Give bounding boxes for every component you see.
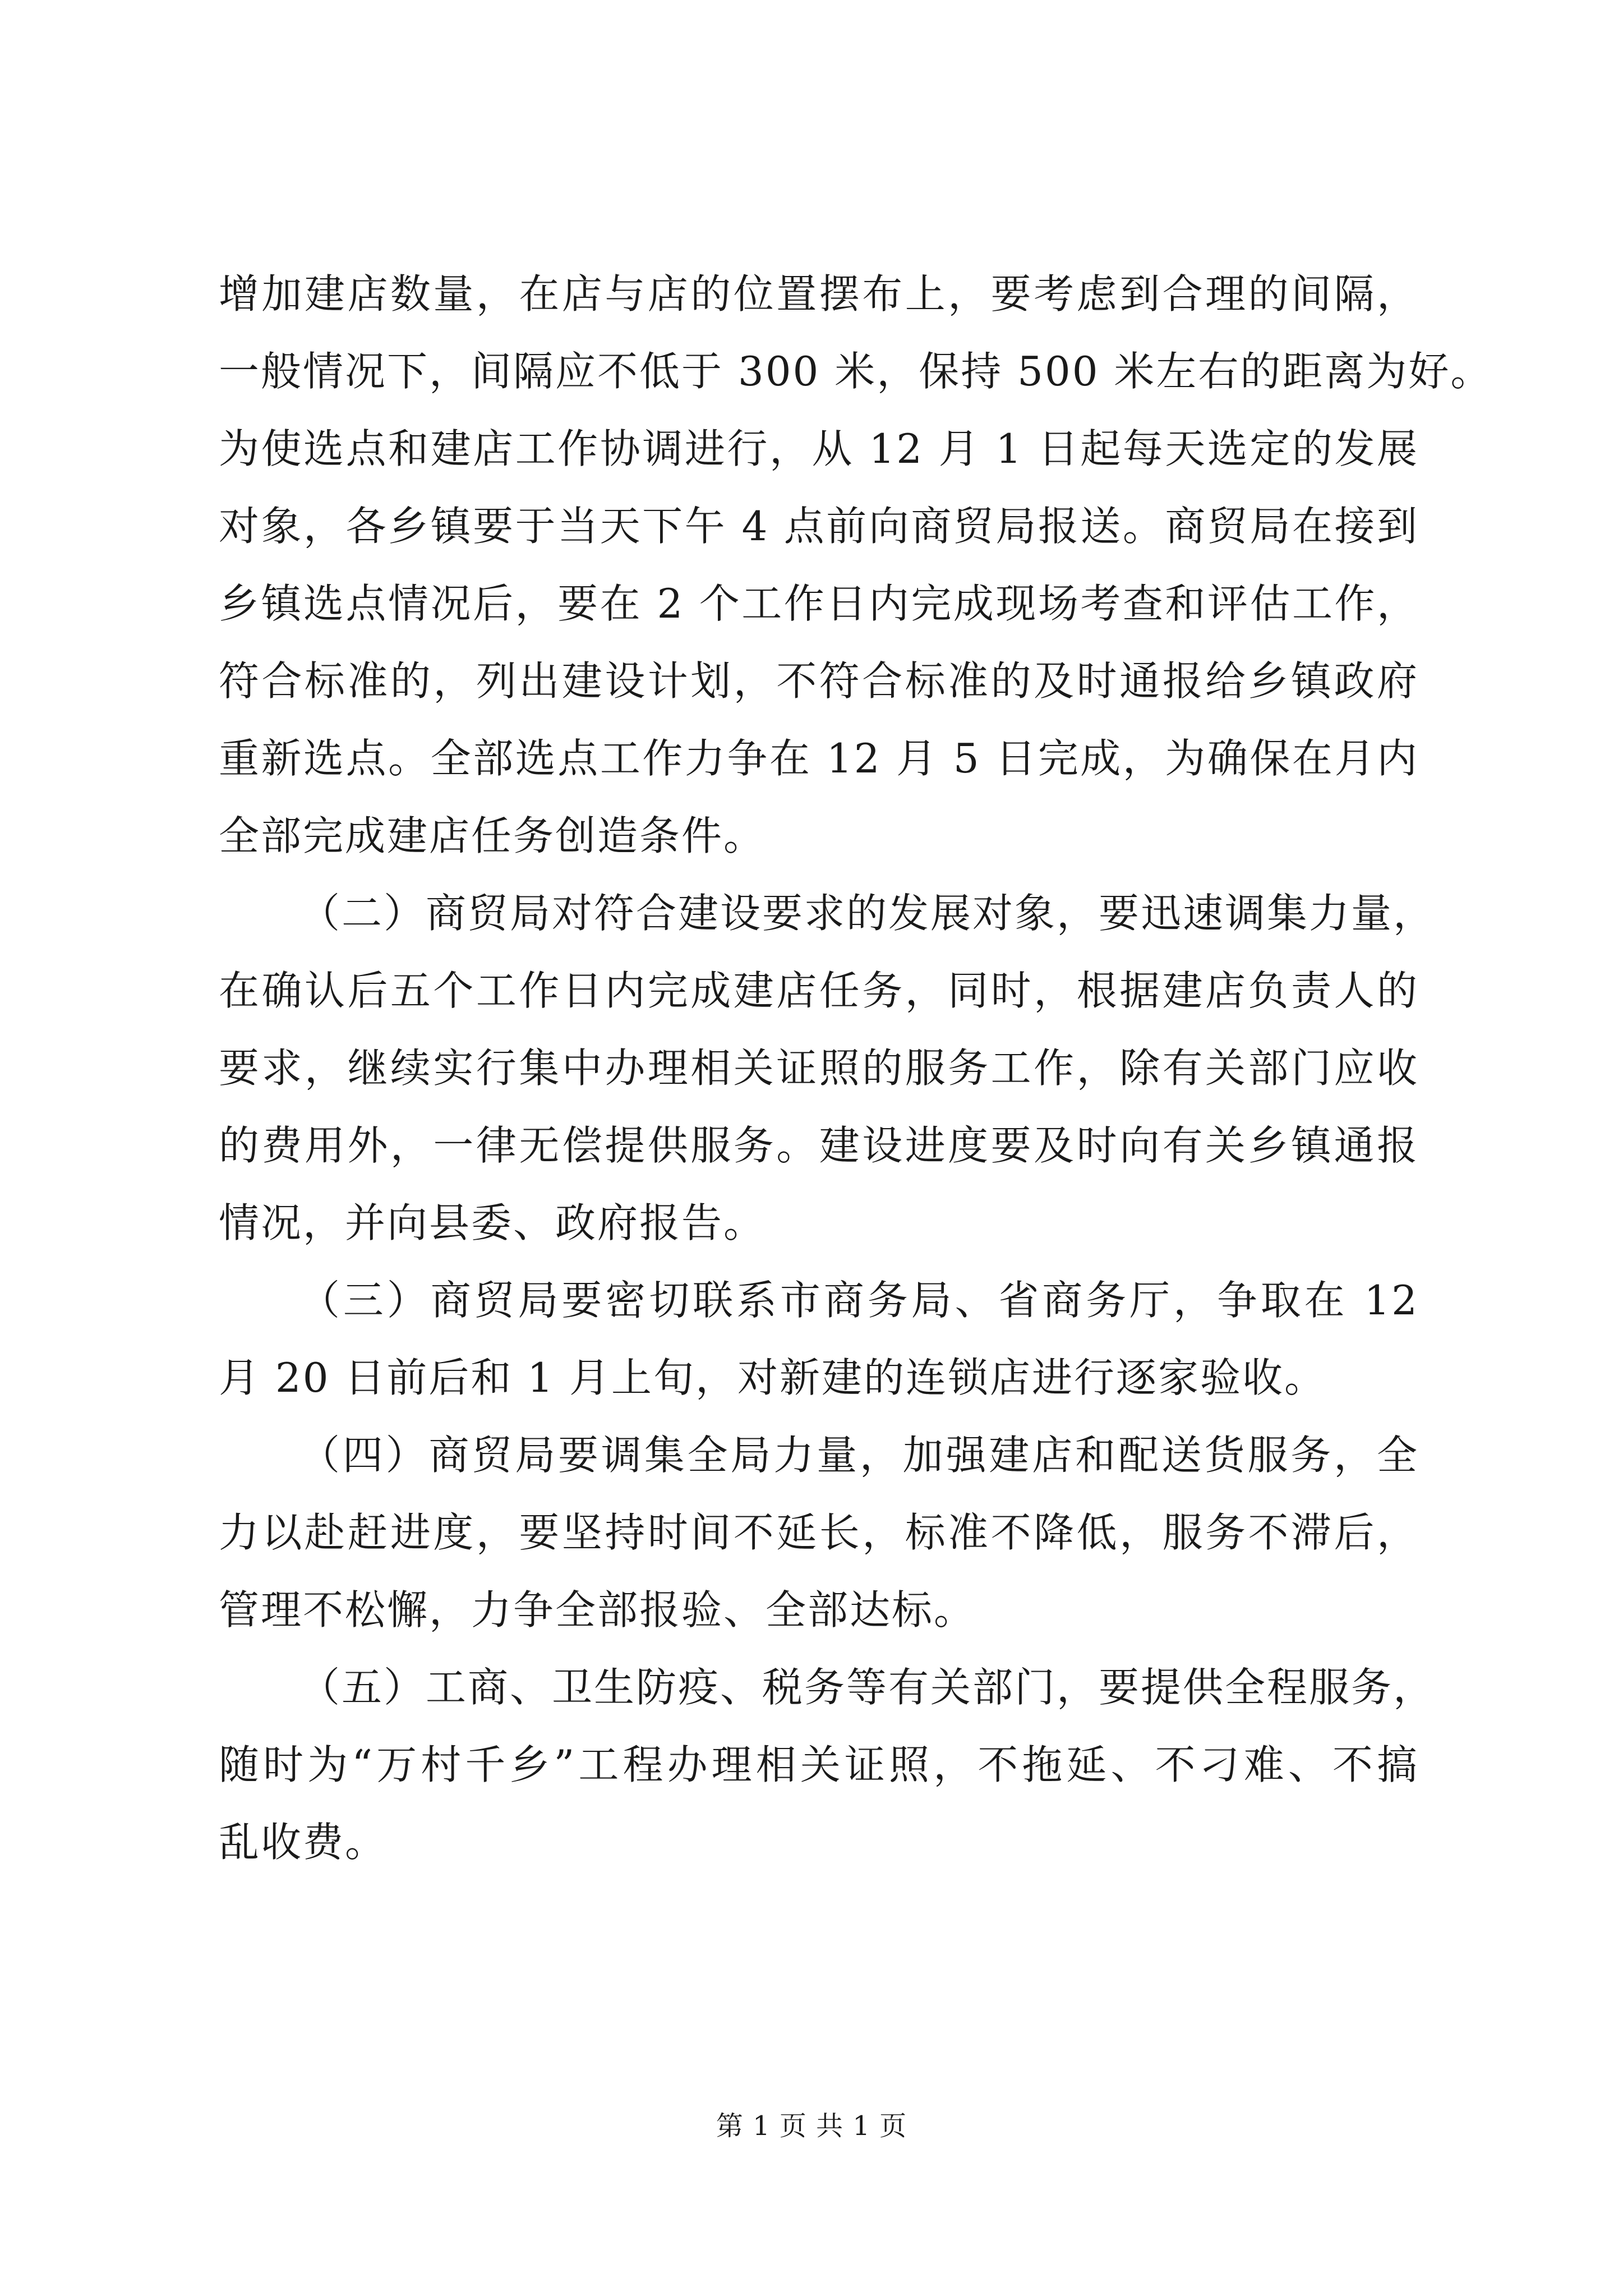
document-body <box>219 255 1493 1881</box>
text-line: 力以赴赶进度，要坚持时间不延长，标准不降低，服务不滞后， <box>219 1509 1419 1556</box>
paragraph <box>219 1649 1436 1881</box>
paragraph <box>219 255 1493 875</box>
text-line: 月 20 日前后和 1 月上旬，对新建的连锁店进行逐家验收。 <box>219 1354 1326 1401</box>
text-line: 增加建店数量，在店与店的位置摆布上，要考虑到合理的间隔， <box>219 270 1419 318</box>
text-line: 对象，各乡镇要于当天下午 4 点前向商贸局报送。商贸局在接到 <box>219 503 1419 550</box>
text-line: 重新选点。全部选点工作力争在 12 月 5 日完成，为确保在月内 <box>219 735 1419 782</box>
text-line: （二）商贸局对符合建设要求的发展对象，要迅速调集力量， <box>299 890 1436 937</box>
text-line: （四）商贸局要调集全局力量，加强建店和配送货服务，全 <box>299 1432 1419 1479</box>
text-line: 符合标准的，列出建设计划，不符合标准的及时通报给乡镇政府 <box>219 657 1419 705</box>
text-line: 管理不松懈，力争全部报验、全部达标。 <box>219 1586 976 1634</box>
text-line: （三）商贸局要密切联系市商务局、省商务厅，争取在 12 <box>299 1277 1419 1324</box>
text-line: 一般情况下，间隔应不低于 300 米，保持 500 米左右的距离为好。 <box>219 348 1493 395</box>
text-line: 乡镇选点情况后，要在 2 个工作日内完成现场考查和评估工作， <box>219 580 1419 627</box>
text-line: 在确认后五个工作日内完成建店任务，同时，根据建店负责人的 <box>219 967 1419 1014</box>
page-footer <box>0 2109 1623 2143</box>
paragraph <box>219 1262 1419 1416</box>
text-line: 为使选点和建店工作协调进行，从 12 月 1 日起每天选定的发展 <box>219 425 1419 472</box>
paragraph <box>219 1416 1419 1649</box>
text-line: 全部完成建店任务创造条件。 <box>219 812 766 859</box>
paragraph <box>219 875 1436 1262</box>
text-line: （五）工商、卫生防疫、税务等有关部门，要提供全程服务， <box>299 1664 1436 1711</box>
text-line: 的费用外，一律无偿提供服务。建设进度要及时向有关乡镇通报 <box>219 1122 1419 1169</box>
text-line: 情况，并向县委、政府报告。 <box>219 1199 766 1246</box>
text-line: 随时为“万村千乡”工程办理相关证照，不拖延、不刁难、不搞 <box>219 1741 1419 1788</box>
text-line: 要求，继续实行集中办理相关证照的服务工作，除有关部门应收 <box>219 1045 1419 1092</box>
page-number-label: 第 1 页 共 1 页 <box>716 2110 907 2142</box>
text-line: 乱收费。 <box>219 1819 388 1866</box>
